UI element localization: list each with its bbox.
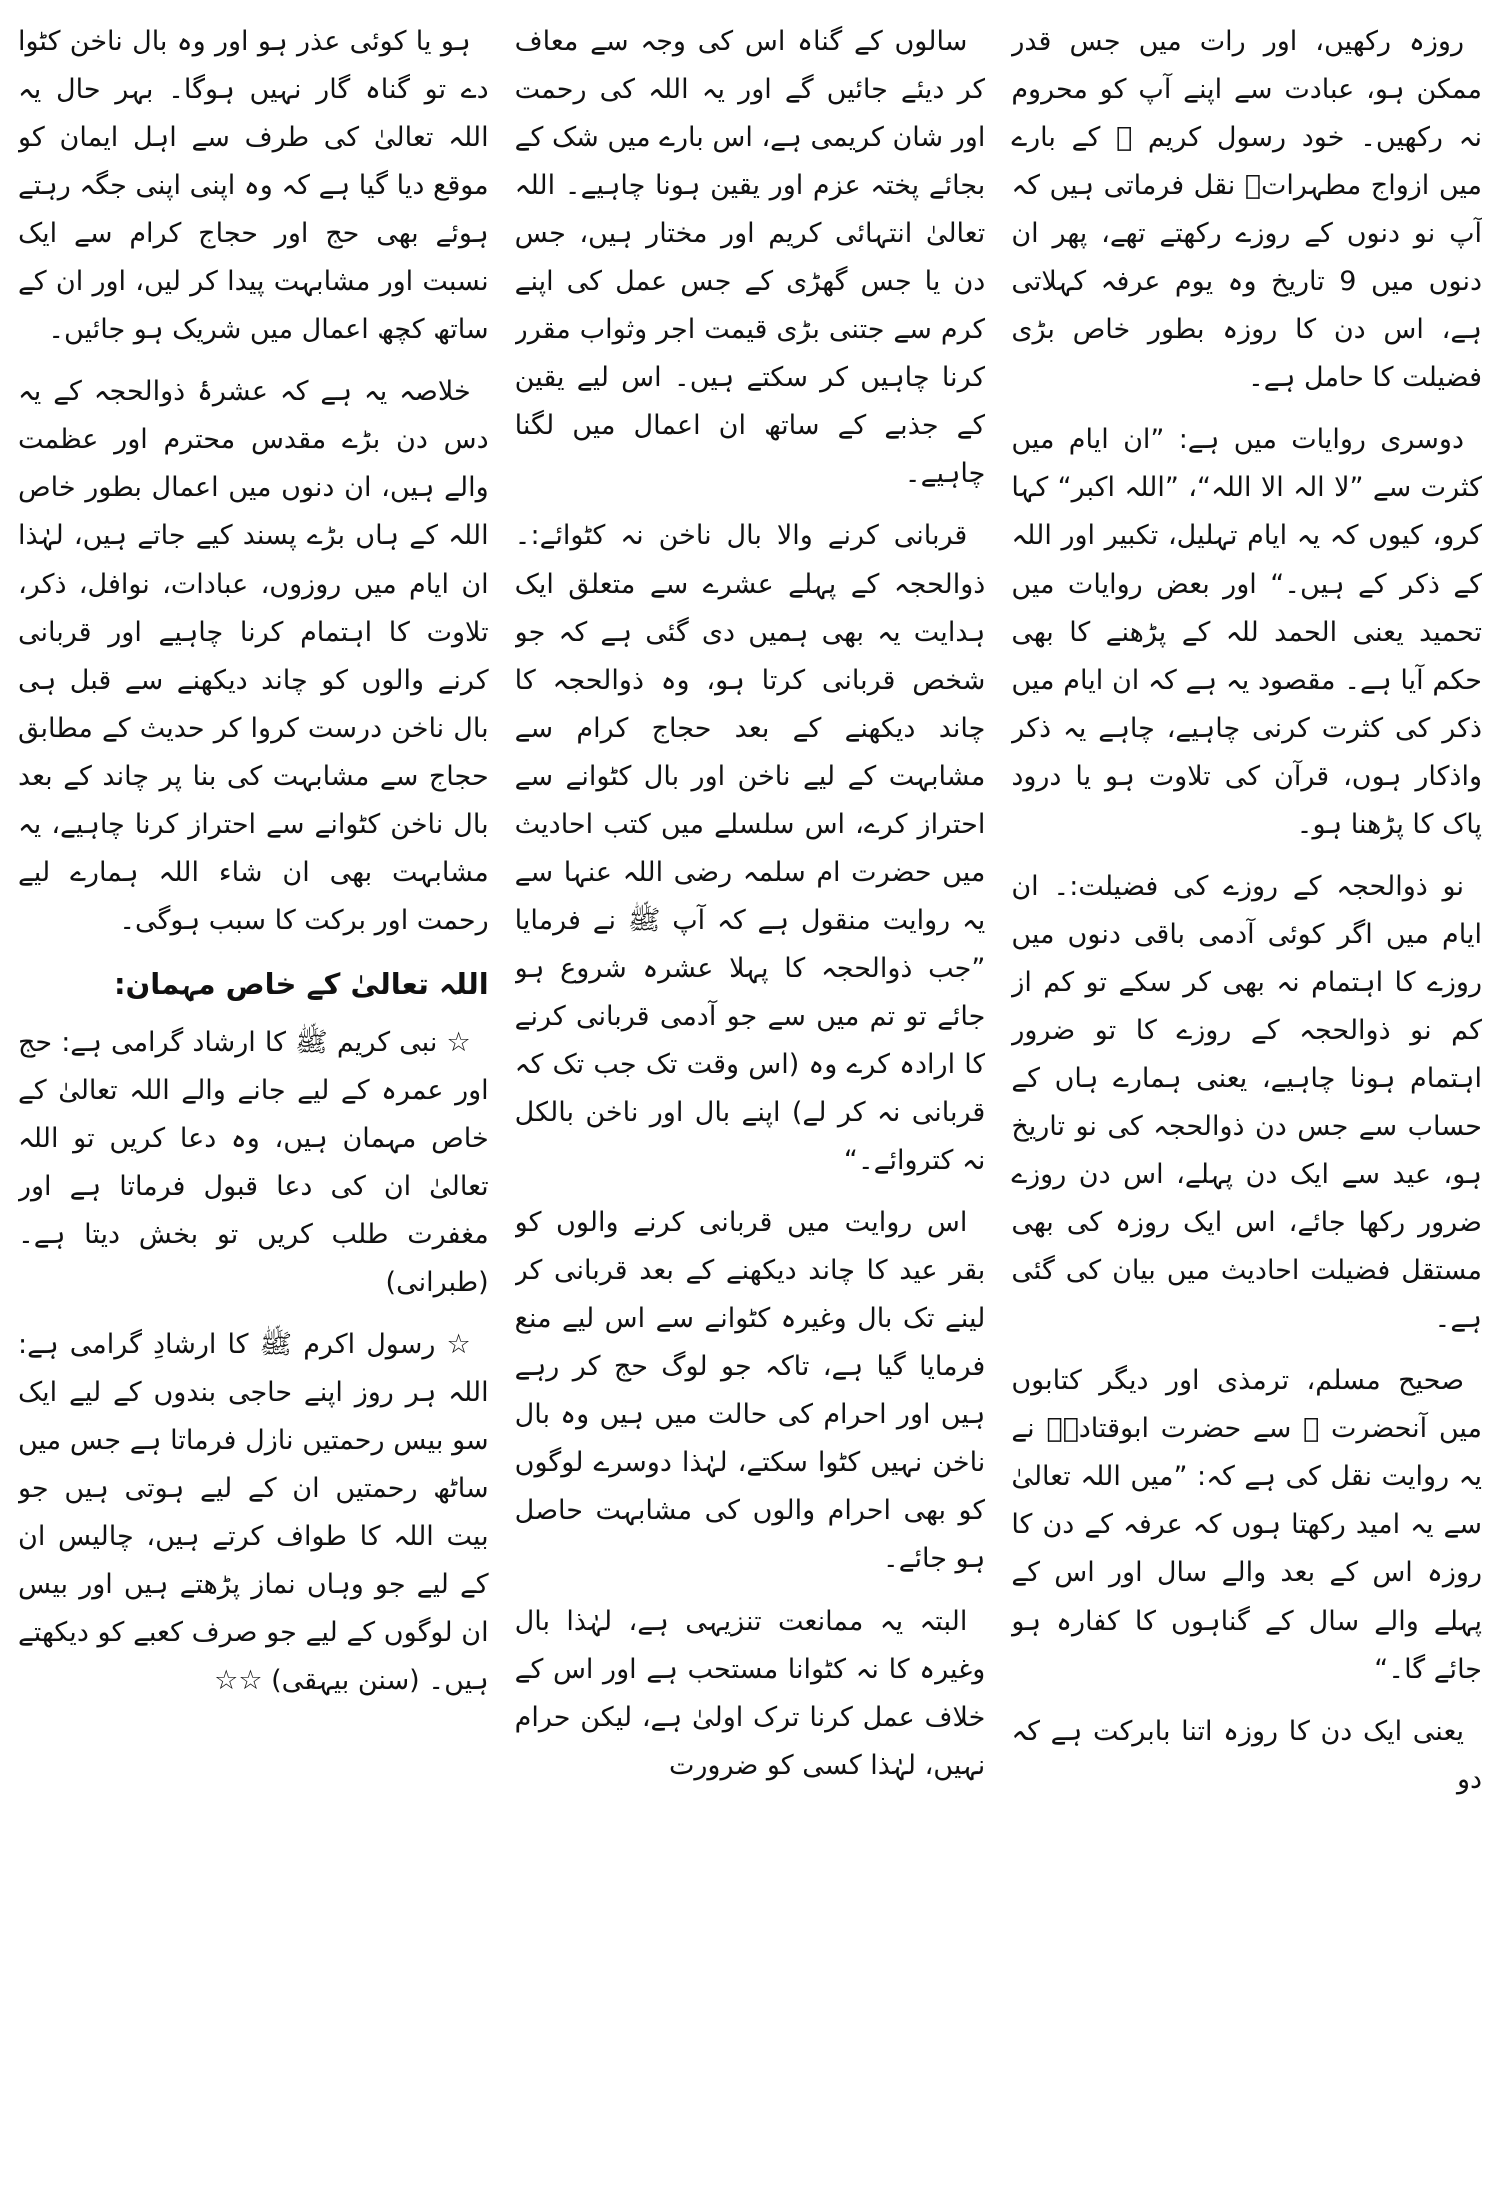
paragraph: سالوں کے گناہ اس کی وجہ سے معاف کر دیئے جائیں گے اور یہ اللہ کی رحمت اور شان کریمی ہے، اس بارے میں شک کے بجائے پختہ عزم اور یقین ہونا چاہیے۔ اللہ تعالیٰ انتہائی کریم اور مختار ہیں، جس دن یا جس گھڑی کے جس عمل کی اپنے کرم سے جتنی بڑی قیمت اجر وثواب مقرر کرنا چاہیں کر سکتے ہیں۔ اس لیے یقین کے جذبے کے ساتھ ان اعمال میں لگنا چاہیے۔ <box>514 26 986 490</box>
paragraph: ☆ رسول اکرم ﷺ کا ارشادِ گرامی ہے: اللہ ہر روز اپنے حاجی بندوں کے لیے ایک سو بیس رحمتیں نازل فرماتا ہے جس میں ساٹھ رحمتیں ان کے لیے ہوتی ہیں جو بیت اللہ کا طواف کرتے ہیں، چالیس ان کے لیے جو وہاں نماز پڑھتے ہیں اور بیس ان لوگوں کے لیے جو صرف کعبے کو دیکھتے ہیں۔ (سنن بیہقی) ☆☆ <box>17 1328 489 1697</box>
paragraph: ☆ نبی کریم ﷺ کا ارشاد گرامی ہے: حج اور عمرہ کے لیے جانے والے اللہ تعالیٰ کے خاص مہمان ہیں، وہ دعا کریں تو اللہ تعالیٰ ان کی دعا قبول فرماتا ہے اور مغفرت طلب کریں تو بخش دیتا ہے۔ (طبرانی) <box>17 1026 489 1298</box>
article-page <box>18 18 1482 2182</box>
paragraph: نو ذوالحجہ کے روزے کی فضیلت:۔ ان ایام میں اگر کوئی آدمی باقی دنوں میں روزے کا اہتمام نہ بھی کر سکے تو کم از کم نو ذوالحجہ کے روزے کا تو ضرور اہتمام ہونا چاہیے، یعنی ہمارے ہاں کے حساب سے جس دن ذوالحجہ کی نو تاریخ ہو، عید سے ایک دن پہلے، اس دن روزے ضرور رکھا جائے، اس ایک روزہ کی بھی مستقل فضیلت احادیث میں بیان کی گئی ہے۔ <box>1011 870 1482 1335</box>
paragraph: دوسری روایات میں ہے: ”ان ایام میں کثرت سے ”لا الہ الا اللہ“، ”اللہ اکبر“ کہا کرو، کیوں کہ یہ ایام تہلیل، تکبیر اور اللہ کے ذکر کے ہیں۔“ اور بعض روایات میں تحمید یعنی الحمد للہ کے پڑھنے کا بھی حکم آیا ہے۔ مقصود یہ ہے کہ ان ایام میں ذکر کی کثرت کرنی چاہیے، چاہے یہ ذکر واذکار ہوں، قرآن کی تلاوت ہو یا درود پاک کا پڑھنا ہو۔ <box>1011 424 1482 840</box>
paragraph: قربانی کرنے والا بال ناخن نہ کٹوائے:۔ ذوالحجہ کے پہلے عشرے سے متعلق ایک ہدایت یہ بھی ہمیں دی گئی ہے کہ جو شخص قربانی کرتا ہو، وہ ذوالحجہ کا چاند دیکھنے کے بعد حجاج کرام سے مشابہت کے لیے ناخن اور بال کٹوانے سے احتراز کرے، اس سلسلے میں کتب احادیث میں حضرت ام سلمہ رضی اللہ عنہا سے یہ روایت منقول ہے کہ آپ ﷺ نے فرمایا ”جب ذوالحجہ کا پہلا عشرہ شروع ہو جائے تو تم میں سے جو آدمی قربانی کرنے کا ارادہ کرے وہ (اس وقت تک جب تک کہ قربانی نہ کر لے) اپنے بال اور ناخن بالکل نہ کتروائے۔“ <box>514 520 986 1177</box>
section-heading: اللہ تعالیٰ کے خاص مہمان: <box>113 966 489 1001</box>
column-right <box>1011 18 1482 2182</box>
column-left <box>18 18 489 2182</box>
paragraph: ہو یا کوئی عذر ہو اور وہ بال ناخن کٹوا دے تو گناہ گار نہیں ہوگا۔ بہر حال یہ اللہ تعالیٰ کی طرف سے اہل ایمان کو موقع دیا گیا ہے کہ وہ اپنی اپنی جگہ رہتے ہوئے بھی حج اور حجاج کرام سے ایک نسبت اور مشابہت پیدا کر لیں، اور ان کے ساتھ کچھ اعمال میں شریک ہو جائیں۔ <box>17 26 489 346</box>
paragraph: روزہ رکھیں، اور رات میں جس قدر ممکن ہو، عبادت سے اپنے آپ کو محروم نہ رکھیں۔ خود رسول کریم ﷺ کے بارے میں ازواج مطہراتؓ نقل فرماتی ہیں کہ آپ نو دنوں کے روزے رکھتے تھے، پھر ان دنوں میں 9 تاریخ وہ یوم عرفہ کہلاتی ہے، اس دن کا روزہ بطور خاص بڑی فضیلت کا حامل ہے۔ <box>1011 26 1482 394</box>
paragraph: البتہ یہ ممانعت تنزیہی ہے، لہٰذا بال وغیرہ کا نہ کٹوانا مستحب ہے اور اس کے خلاف عمل کرنا ترک اولیٰ ہے، لیکن حرام نہیں، لہٰذا کسی کو ضرورت <box>514 1605 986 1781</box>
paragraph: یعنی ایک دن کا روزہ اتنا بابرکت ہے کہ دو <box>1011 1715 1482 1795</box>
column-middle <box>515 18 986 2182</box>
paragraph: خلاصہ یہ ہے کہ عشرۂ ذوالحجہ کے یہ دس دن بڑے مقدس محترم اور عظمت والے ہیں، ان دنوں میں اعمال بطور خاص اللہ کے ہاں بڑے پسند کیے جاتے ہیں، لہٰذا ان ایام میں روزوں، عبادات، نوافل، ذکر، تلاوت کا اہتمام کرنا چاہیے اور قربانی کرنے والوں کو چاند دیکھنے سے قبل ہی بال ناخن درست کروا کر حدیث کے مطابق حجاج سے مشابہت کی بنا پر چاند کے بعد بال ناخن کٹوانے سے احتراز کرنا چاہیے، یہ مشابہت بھی ان شاء اللہ ہمارے لیے رحمت اور برکت کا سبب ہوگی۔ <box>17 376 489 936</box>
paragraph: اس روایت میں قربانی کرنے والوں کو بقر عید کا چاند دیکھنے کے بعد قربانی کر لینے تک بال وغیرہ کٹوانے سے اس لیے منع فرمایا گیا ہے، تاکہ جو لوگ حج کر رہے ہیں اور احرام کی حالت میں ہیں وہ بال ناخن نہیں کٹوا سکتے، لہٰذا دوسرے لوگوں کو بھی احرام والوں کی مشابہت حاصل ہو جائے۔ <box>514 1207 986 1575</box>
paragraph: صحیح مسلم، ترمذی اور دیگر کتابوں میں آنحضرت ﷺ سے حضرت ابوقتادہؓ نے یہ روایت نقل کی ہے کہ: ”میں اللہ تعالیٰ سے یہ امید رکھتا ہوں کہ عرفہ کے دن کا روزہ اس کے بعد والے سال اور اس کے پہلے والے سال کے گناہوں کا کفارہ ہو جائے گا۔“ <box>1011 1365 1482 1685</box>
